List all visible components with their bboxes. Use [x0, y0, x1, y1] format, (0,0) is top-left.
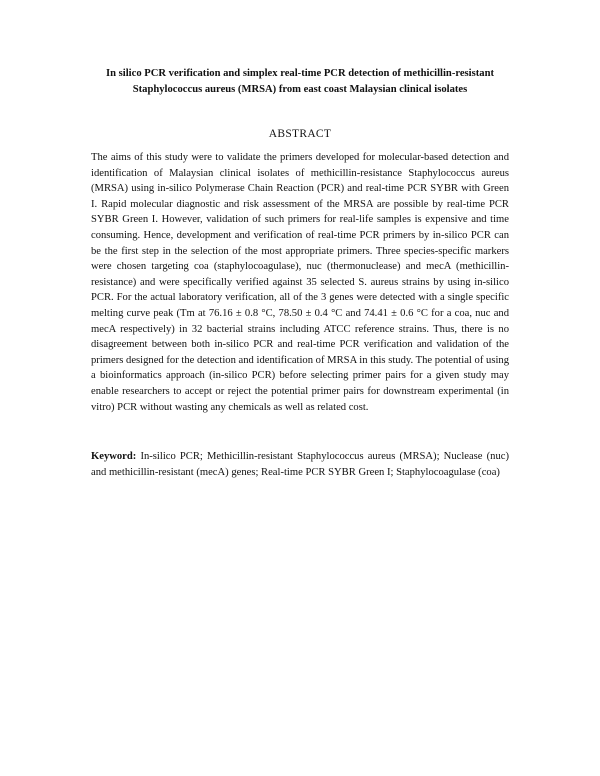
keywords-paragraph [91, 449, 509, 480]
keywords-text: In-silico PCR; Methicillin-resistant Staphylococcus aureus (MRSA); Nuclease (nuc) and methicillin-resistant (mecA) genes; Real-time PCR SYBR Green I; Staphylocoagulase (coa) [91, 451, 509, 478]
keywords-label: Keyword: [91, 451, 137, 462]
paper-title: In silico PCR verification and simplex real-time PCR detection of methicillin-resistant Staphylococcus aureus (MRSA) from east coast Malaysian clinical isolates [106, 68, 494, 95]
abstract-body: The aims of this study were to validate the primers developed for molecular-based detection and identification of Malaysian clinical isolates of methicillin-resistance Staphylococcus aureus (MRSA) using in-silico Polymerase Chain Reaction (PCR) and real-time PCR SYBR with Green I. Rapid molecular diagnostic and risk assessment of the MRSA are possible by real-time PCR SYBR Green I. However, validation of such primers for real-life samples is expensive and time consuming. Hence, development and verification of real-time PCR primers by in-silico PCR can be the first step in the selection of the most appropriate primers. Three species-specific markers were chosen targeting coa (staphylocoagulase), nuc (thermonuclease) and mecA (methicillin-resistance) and were specifically verified against 35 selected S. aureus strains by using in-silico PCR. For the actual laboratory verification, all of the 3 genes were detected with a single specific melting curve peak (Tm at 76.16 ± 0.8 °C, 78.50 ± 0.4 °C and 74.41 ± 0.6 °C for a coa, nuc and mecA respectively) in 32 bacterial strains including ATCC reference strains. Thus, there is no disagreement between both in-silico PCR and real-time PCR verification and validation of the primers designed for the detection and identification of MRSA in this study. The potential of using a bioinformatics approach (in-silico PCR) before selecting primer pairs for a given study may enable researchers to accept or reject the potential primer pairs for downstream experimental (in vitro) PCR without wasting any chemicals as well as related cost. [91, 152, 509, 413]
abstract-heading: ABSTRACT [268, 128, 332, 140]
